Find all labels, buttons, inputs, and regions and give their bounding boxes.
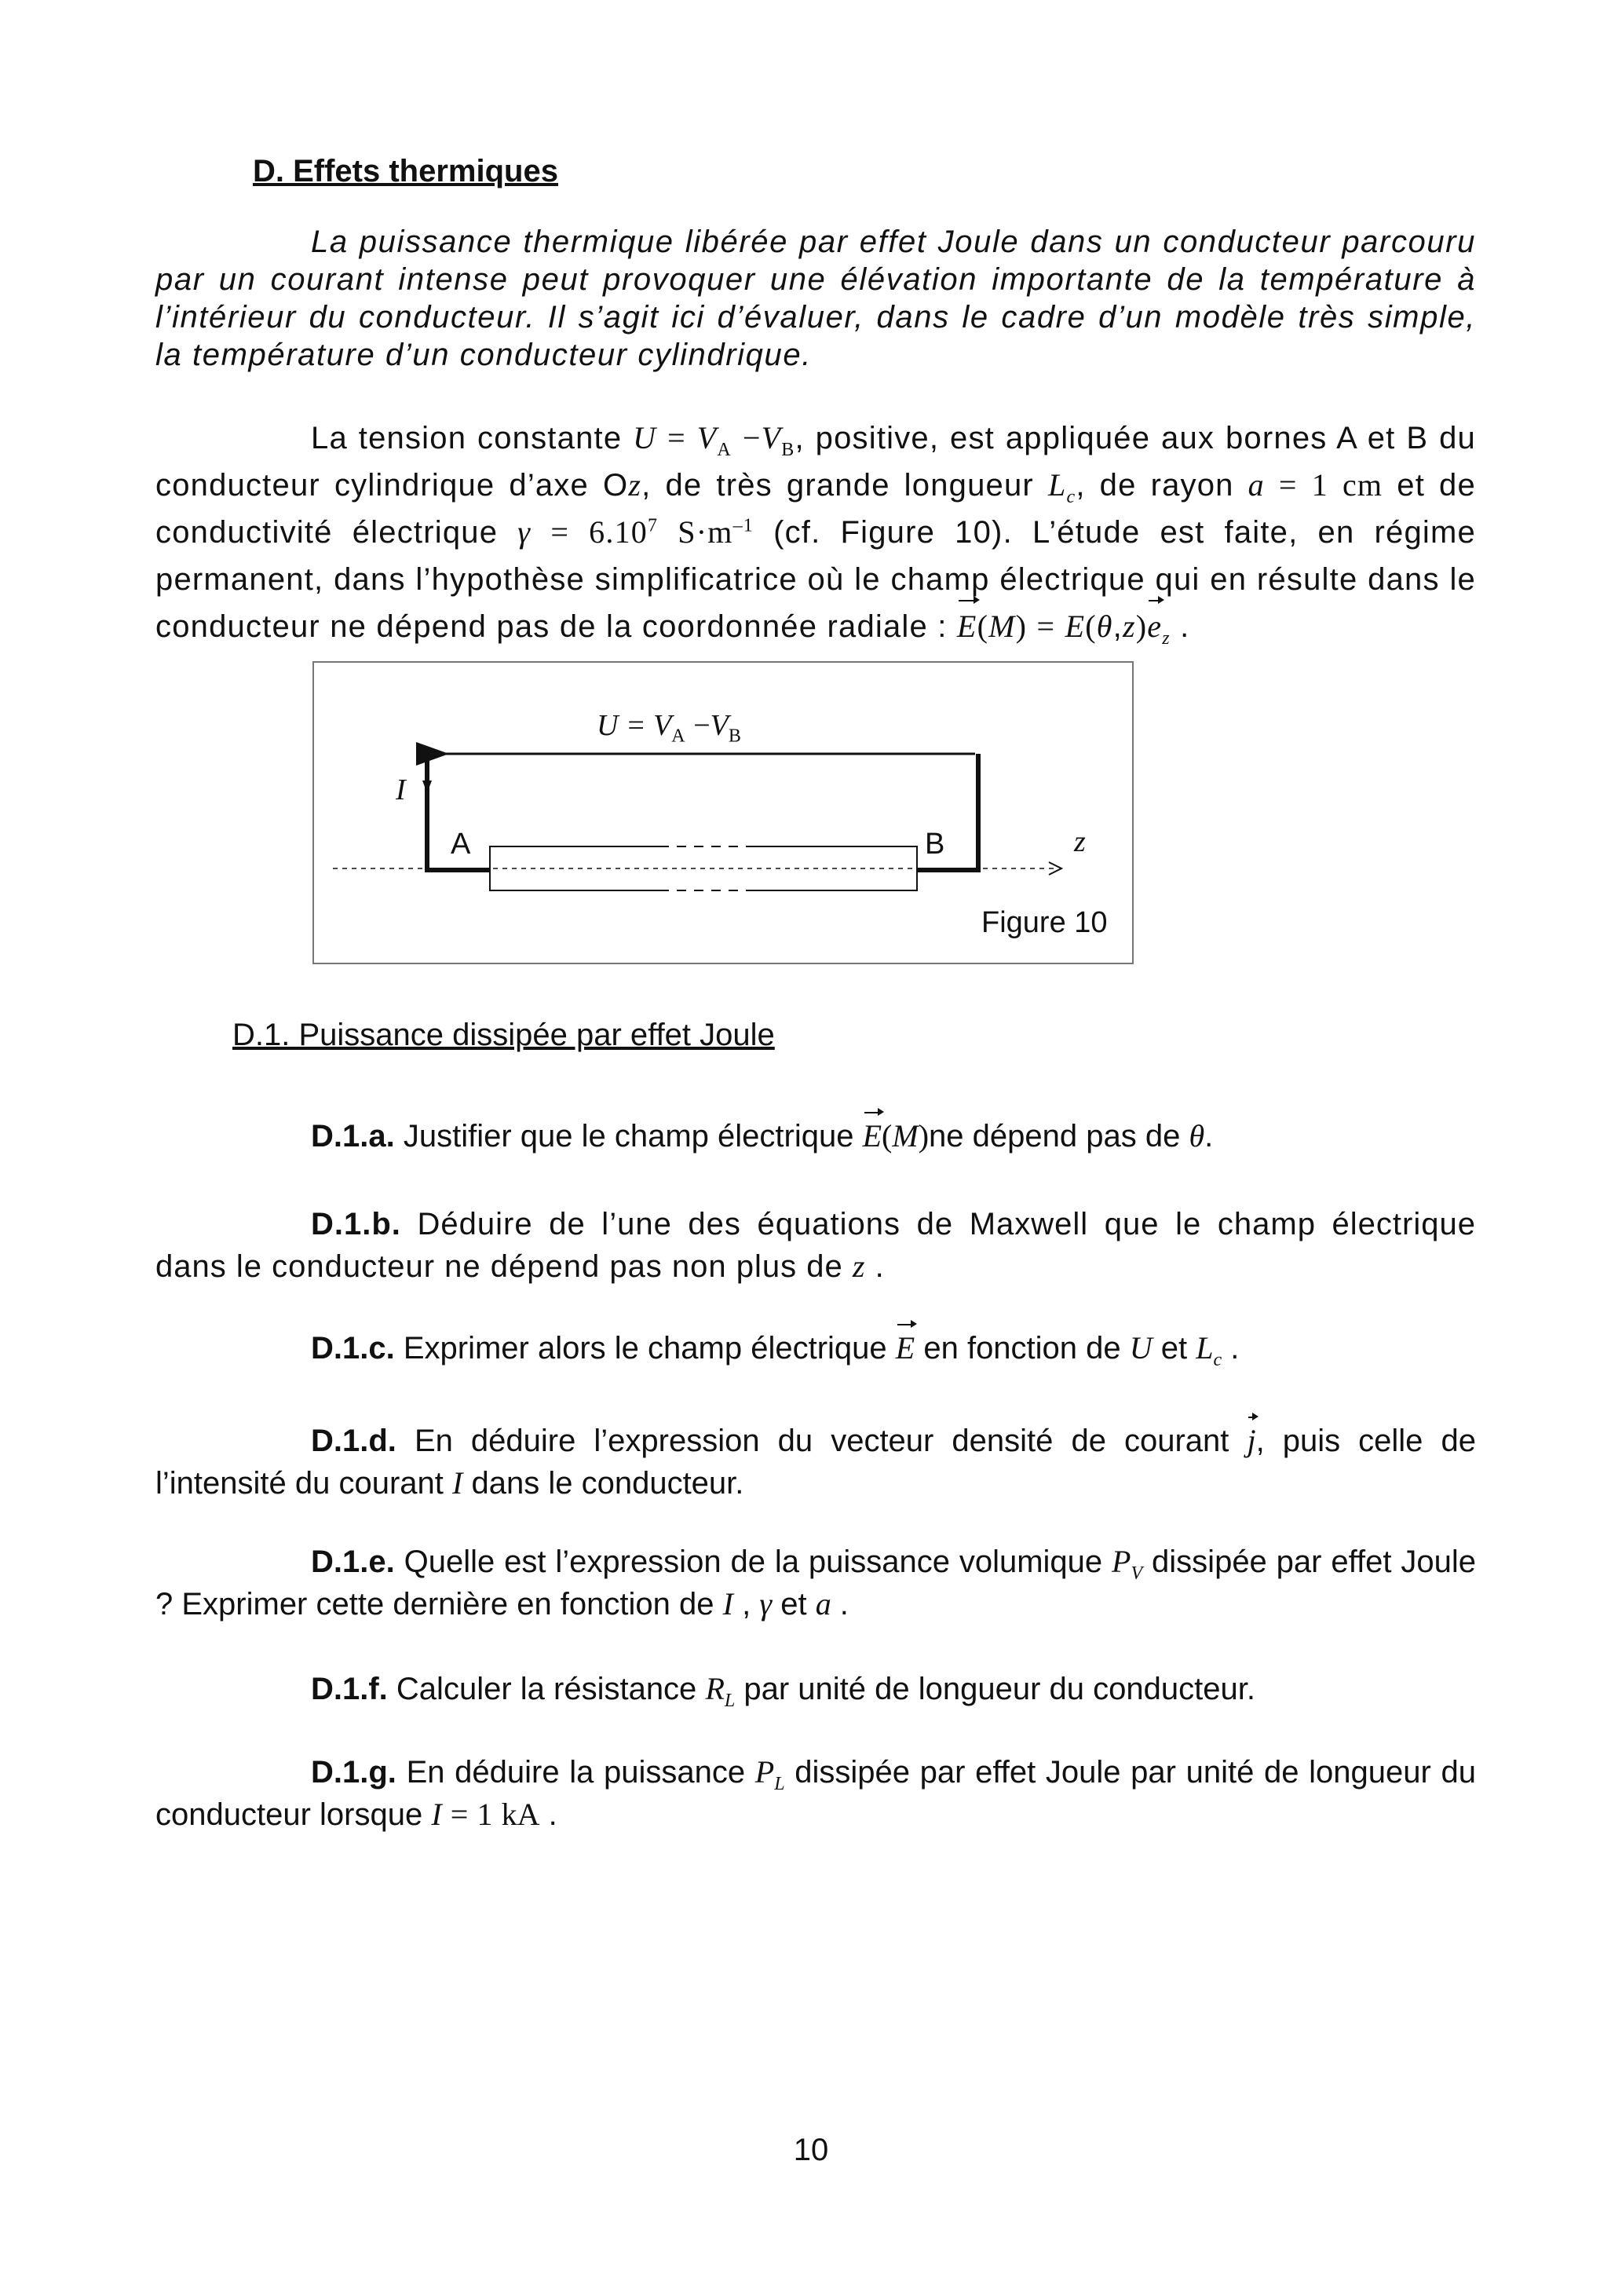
setup-text-4: , de rayon [1076, 468, 1234, 503]
current-unit: kA [501, 1797, 540, 1832]
question-d1e: D.1.e. Quelle est l’expression de la puissance volumique $P_V$ dissipée par effet Joule ? Exprimer cette dernière en fonction de I , γ et a . [155, 1544, 1476, 1621]
question-d1c: D.1.c. Exprimer alors le champ électrique E en fonction de U et $L_c$ . [155, 1327, 1476, 1369]
setup-text-3: , de très grande longueur [641, 468, 1034, 503]
conductivity-value: 6.10 [589, 514, 648, 550]
question-label: D.1.f. [311, 1672, 388, 1706]
z-axis-label: z [1074, 825, 1086, 858]
question-d1b: D.1.b. Déduire de l’une des équations de Maxwell que le champ électrique dans le conducteur ne dépend pas non plus de z . [155, 1207, 1476, 1284]
page-number: 10 [793, 2133, 829, 2167]
question-label: D.1.d. [311, 1424, 396, 1458]
question-label: D.1.c. [311, 1331, 395, 1366]
setup-text-1: La tension constante [311, 421, 623, 455]
setup-paragraph: La tension constante $U = V_A -V_B$, positive, est appliquée aux bornes A et B du conducteur cylindrique d’axe Oz, de très grande longueur $L_c$, de rayon a = 1 cm et de conductivité électrique γ = 6.10$^7$ $S\cdot m^{-1}$ (cf. Figure 10). L’étude est faite, en régime permanent, dans l’hypothèse simplificatrice où le champ électrique qui en résulte dans le conducteur ne dépend pas de la coordonnée radiale : $E(M) = E(\theta,z)e_z$ . [155, 420, 1476, 649]
question-label: D.1.e. [311, 1545, 395, 1579]
section-heading: D. Effets thermiques [253, 154, 558, 188]
current-label: I [396, 773, 406, 806]
question-d1d: D.1.d. En déduire l’expression du vecteur densité de courant j, puis celle de l’intensité du courant I dans le conducteur. [155, 1420, 1476, 1504]
intro-paragraph [155, 223, 1476, 374]
question-d1f: D.1.f. Calculer la résistance $R_L$ par unité de longueur du conducteur. [311, 1671, 1255, 1711]
conductivity-unit: S·m [678, 514, 733, 550]
current-value: 1 [477, 1797, 493, 1832]
voltage-label: $U = V_A -V_B$ [597, 709, 741, 747]
figure-10 [312, 661, 1134, 964]
question-d1g: D.1.g. En déduire la puissance $P_L$ dissipée par effet Joule par unité de longueur du conducteur lorsque I = 1 kA . [155, 1754, 1476, 1832]
radius-unit: cm [1342, 467, 1383, 503]
figure-caption: Figure 10 [981, 906, 1108, 939]
subsection-heading: D.1. Puissance dissipée par effet Joule [232, 1018, 775, 1052]
conductivity-exponent: 7 [647, 515, 659, 536]
conductivity-unit-exponent: –1 [732, 515, 754, 536]
setup-text-2: , positive, est appliquée aux bornes A et B du conducteur cylindrique d’axe O [155, 421, 1476, 503]
current-arrow-icon [422, 781, 432, 793]
setup-text-6: (cf. Figure 10). L’étude est faite, en régime permanent, dans l’hypothèse simplificatrice où le champ électrique qui en résulte dans le conducteur ne dépend pas de la coordonnée radiale : [155, 515, 1476, 644]
radius-value: 1 [1311, 467, 1328, 503]
terminal-a-label: A [451, 828, 471, 861]
question-d1a: D.1.a. Justifier que le champ électrique E(M)ne dépend pas de θ. [155, 1115, 1476, 1157]
intro-text: La puissance thermique libérée par effet Joule dans un conducteur parcouru par un courant intense peut provoquer une élévation importante de la température à l’intérieur du conducteur. Il s’agit ici d’évaluer, dans le cadre d’un modèle très simple, la température d’un conducteur cylindrique. [155, 225, 1476, 372]
question-label: D.1.a. [311, 1119, 395, 1153]
setup-text-5: et de conductivité électrique [155, 468, 1476, 550]
terminal-b-label: B [925, 828, 945, 861]
question-label: D.1.g. [311, 1755, 396, 1790]
question-label: D.1.b. [311, 1207, 401, 1241]
